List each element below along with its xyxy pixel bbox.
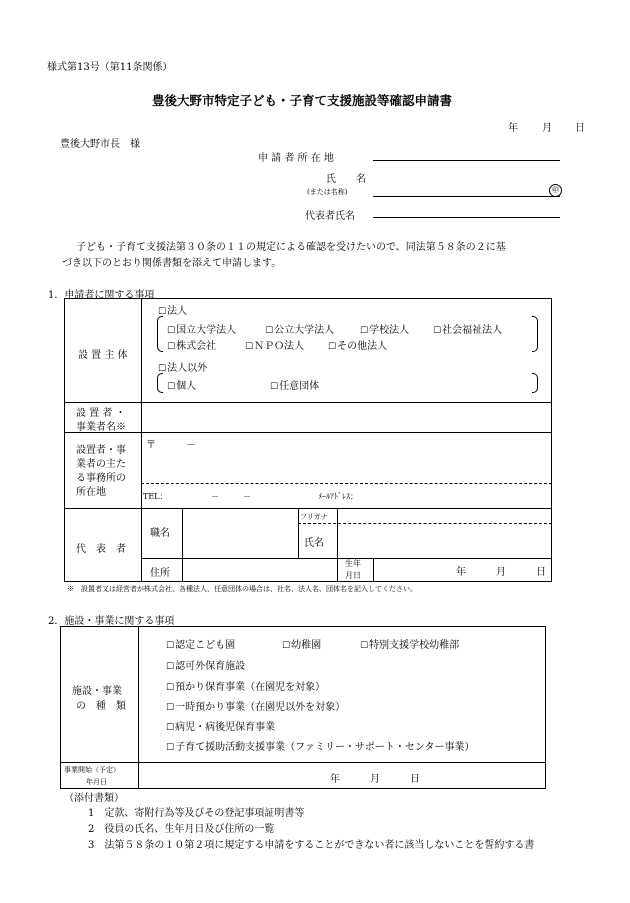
date-year: 年 xyxy=(508,123,518,134)
applicant-address-label: 申 請 者 所 在 地 xyxy=(258,153,334,164)
furigana-label: フリガナ xyxy=(300,513,328,521)
office-label-4: 所在地 xyxy=(76,487,106,498)
start-date-label-1: 事業開始（予定） xyxy=(64,766,120,774)
attachment-item-1: 1 定款、寄附行為等及びその登記事項証明書等 xyxy=(88,808,305,819)
opt-family-support[interactable]: ☐ 子育て援助活動支援事業（ファミリー・サポート・センター事業） xyxy=(166,738,474,753)
date-month: 月 xyxy=(542,123,552,134)
birth-ymd: 年 月 日 xyxy=(456,567,546,578)
office-label-2: 業者の主た xyxy=(76,459,126,470)
page-title: 豊後大野市特定子ども・子育て支援施設等確認申請書 xyxy=(152,93,453,108)
applicant-address-field[interactable] xyxy=(373,160,560,161)
opt-sick-child-care[interactable]: ☐ 病児・病後児保育事業 xyxy=(166,718,275,733)
opt-other-corp[interactable]: ☐ その他法人 xyxy=(328,337,387,352)
intro-line-1: 子ども・子育て支援法第３０条の１１の規定による確認を受けたいので、同法第５８条の２に基 xyxy=(76,242,506,253)
attachment-item-3: 3 法第５８条の１０第２項に規定する申請をすることができない者に該当しないことを誓約する書 xyxy=(88,840,535,851)
attachment-item-2: 2 役員の氏名、生年月日及び住所の一覧 xyxy=(88,824,275,835)
birth-label-2: 月日 xyxy=(345,571,361,580)
corp-checkbox[interactable]: ☐ 法人 xyxy=(158,302,187,317)
rep-name-label: 氏名 xyxy=(304,538,324,549)
job-title-label: 職名 xyxy=(150,528,170,539)
corp-brace-right xyxy=(532,316,538,352)
opt-special-needs-kindergarten[interactable]: ☐ 特別支援学校幼稚部 xyxy=(360,636,459,651)
start-date-ymd: 年 月 日 xyxy=(330,774,420,785)
start-date-label-2: 年月日 xyxy=(86,778,107,786)
seal-mark: ㊞ xyxy=(549,184,562,197)
section1-note: ※ 設置者又は経営者が株式会社、各種法人、任意団体の場合は、社名、法人名、団体名を記入してください。 xyxy=(67,585,417,593)
kind-label-2: の 種 類 xyxy=(76,701,126,712)
noncorp-brace-right xyxy=(532,373,538,393)
table-divider xyxy=(141,298,142,582)
opt-after-hours-care[interactable]: ☐ 預かり保育事業（在園児を対象） xyxy=(166,678,325,693)
opt-welfare-corp[interactable]: ☐ 社会福祉法人 xyxy=(433,321,502,336)
rep-address-label: 住所 xyxy=(150,568,170,579)
applicant-name-sub-label: (または名称) xyxy=(307,188,348,196)
opt-kindergarten[interactable]: ☐ 幼稚園 xyxy=(282,636,321,651)
noncorp-checkbox[interactable]: ☐ 法人以外 xyxy=(158,359,207,374)
date-day: 日 xyxy=(575,123,585,134)
noncorp-brace-left xyxy=(157,373,163,393)
form-number: 様式第13号（第11条関係） xyxy=(47,62,173,73)
kind-label-1: 施設・事業 xyxy=(72,686,122,697)
representative-row-label: 代 表 者 xyxy=(76,544,126,555)
birth-label-1: 生年 xyxy=(345,559,361,568)
tel-dashes: － － xyxy=(211,492,251,501)
opt-voluntary-group[interactable]: ☐ 任意団体 xyxy=(270,377,319,392)
opt-nintei-kodomoen[interactable]: ☐ 認定こども園 xyxy=(166,636,235,651)
opt-school-corp[interactable]: ☐ 学校法人 xyxy=(360,321,409,336)
section2-heading: 2．施設・事業に関する事項 xyxy=(48,616,175,627)
attachments-heading: （添付書類） xyxy=(64,793,124,804)
postal-code: 〒 － xyxy=(146,440,196,451)
addressee: 豊後大野市長 様 xyxy=(60,139,140,150)
opt-public-univ[interactable]: ☐ 公立大学法人 xyxy=(265,321,334,336)
opt-temporary-care[interactable]: ☐ 一時預かり事業（在園児以外を対象） xyxy=(166,698,345,713)
corp-brace-left xyxy=(157,316,163,352)
setter-label-1: 設 置 者 ・ xyxy=(76,408,126,419)
opt-national-univ[interactable]: ☐ 国立大学法人 xyxy=(167,321,236,336)
applicant-name-label: 氏 名 xyxy=(326,174,366,185)
opt-npo[interactable]: ☐ ＮＰＯ法人 xyxy=(245,337,304,352)
intro-line-2: づき以下のとおり関係書類を添えて申請します。 xyxy=(62,258,282,269)
applicant-name-field[interactable] xyxy=(373,196,560,197)
setchi-shutai-label: 設 置 主 体 xyxy=(78,350,128,361)
opt-individual[interactable]: ☐ 個人 xyxy=(167,377,196,392)
tel-label: TEL： xyxy=(143,492,168,501)
representative-field[interactable] xyxy=(373,217,560,218)
opt-stock-company[interactable]: ☐ 株式会社 xyxy=(167,337,216,352)
office-label-1: 設置者・事 xyxy=(76,445,126,456)
mail-label: ﾒｰﾙｱﾄﾞﾚｽ： xyxy=(318,492,358,501)
representative-label: 代表者氏名 xyxy=(305,211,355,222)
opt-unlicensed-nursery[interactable]: ☐ 認可外保育施設 xyxy=(166,657,245,672)
setter-label-2: 事業者名※ xyxy=(76,422,126,433)
office-label-3: る事務所の xyxy=(76,473,126,484)
section1-heading: 1．申請者に関する事項 xyxy=(48,290,155,301)
